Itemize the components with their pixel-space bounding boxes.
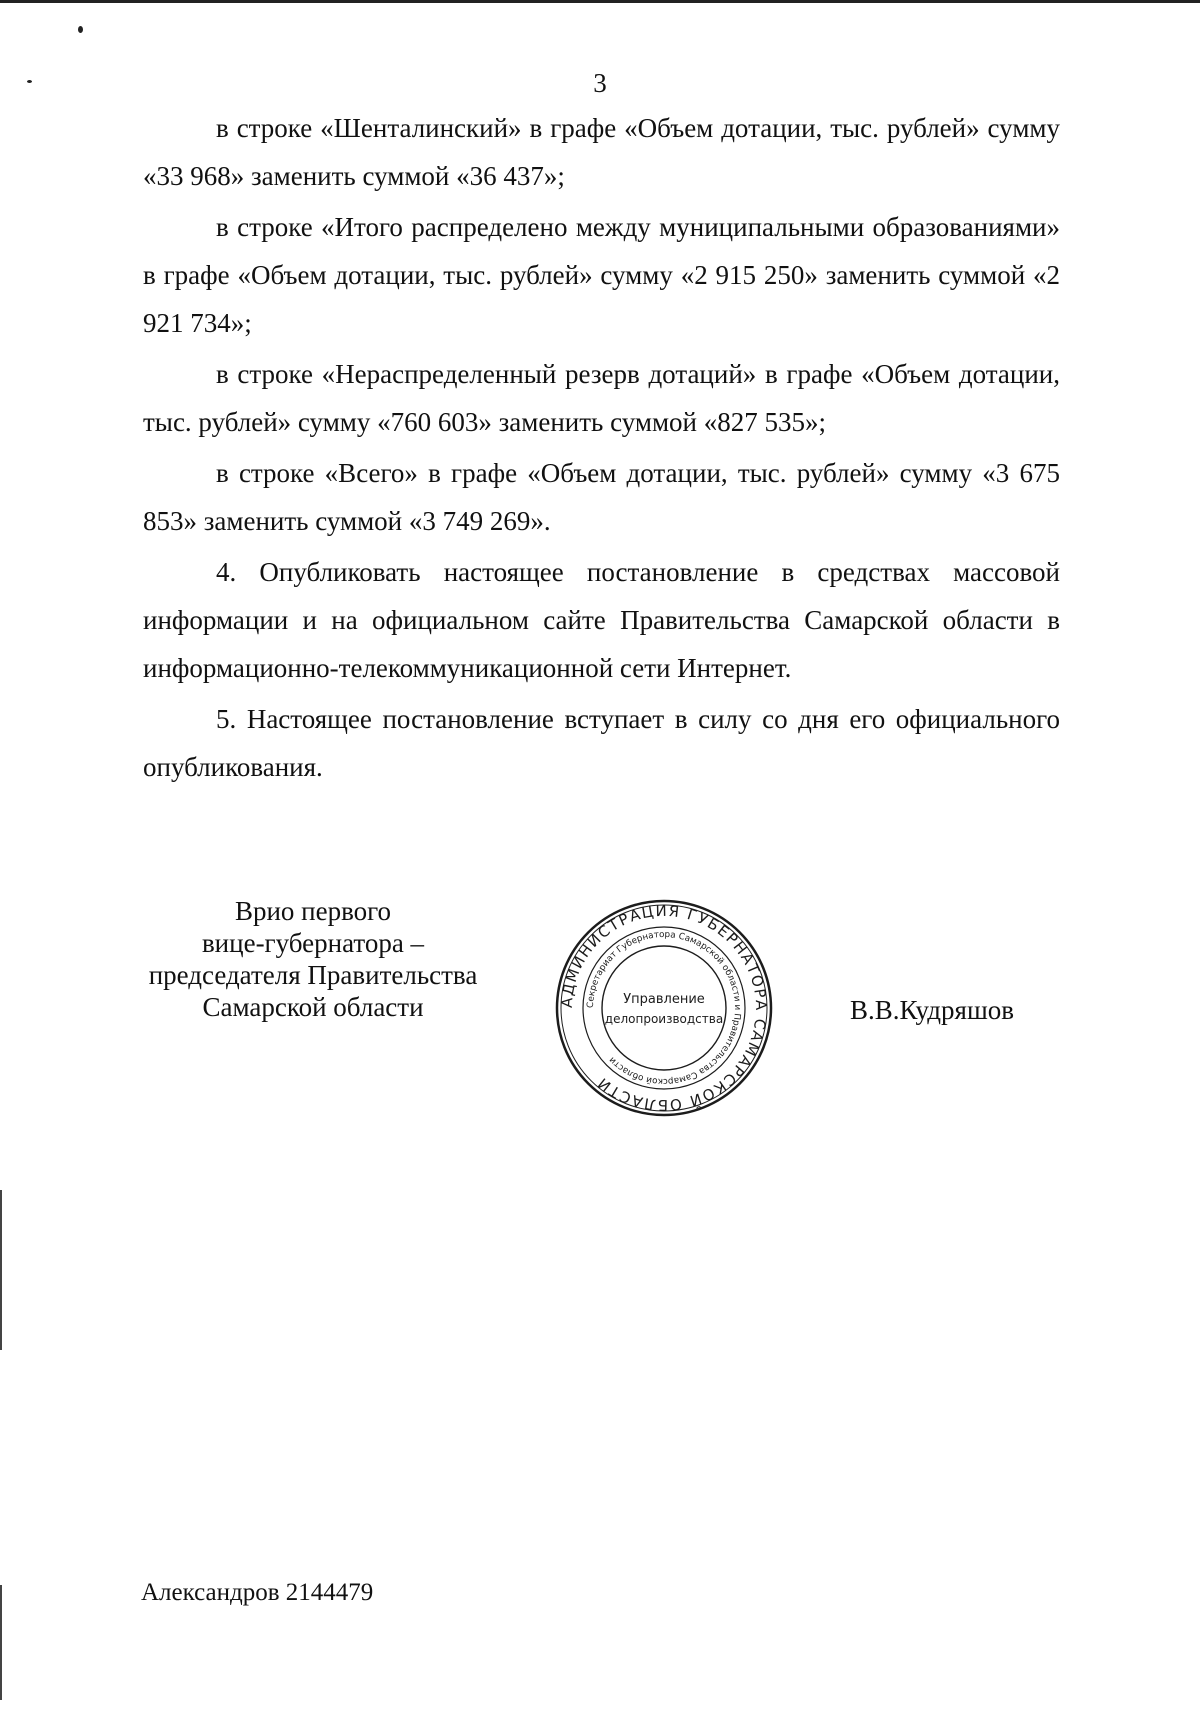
- paragraph-item-4: 4. Опубликовать настоящее постановление в средствах массовой информации и на официальном сайте Правительства Самарской области в информационно-телекоммуникационной сети Интернет.: [143, 557, 1060, 683]
- paragraph-itogo: в строке «Итого распределено между муниципальными образованиями» в графе «Объем дотации, тыс. рублей» сумму «2 915 250» заменить суммой «2 921 734»;: [143, 212, 1060, 338]
- svg-text:Секретариат Губернатора Самарс: [586, 930, 742, 1086]
- stamp-middle-text: Секретариат Губернатора Самарской области и Правительства Самарской области: [585, 929, 743, 1087]
- top-edge-line: [0, 0, 1200, 3]
- scan-margin-line: [0, 1585, 2, 1700]
- page-number: 3: [593, 68, 607, 98]
- paragraph-reserve: в строке «Нераспределенный резерв дотаций» в графе «Объем дотации, тыс. рублей» сумму «760 603» заменить суммой «827 535»;: [143, 359, 1060, 437]
- signatory-name: В.В.Кудряшов: [850, 995, 1014, 1025]
- signatory-title-line: Самарской области: [202, 992, 424, 1022]
- stamp-center-line1: Управление: [623, 992, 705, 1007]
- paragraph-item-5: 5. Настоящее постановление вступает в силу со дня его официального опубликования.: [143, 704, 1060, 782]
- signatory-title-line: вице-губернатора –: [201, 928, 425, 958]
- signatory-title: [138, 895, 488, 1023]
- scan-speck: [78, 26, 83, 33]
- signatory-title-line: председателя Правительства: [148, 960, 478, 990]
- signatory-title-line: Врио первого: [234, 896, 392, 926]
- stamp-outer-text: АДМИНИСТРАЦИЯ ГУБЕРНАТОРА САМАРСКОЙ ОБЛАСТИ: [557, 901, 771, 1115]
- stamp-center-line2: делопроизводства: [604, 1012, 724, 1026]
- scan-margin-line: [0, 1190, 2, 1350]
- paragraph-shentalinsky: в строке «Шенталинский» в графе «Объем дотации, тыс. рублей» сумму «33 968» заменить суммой «36 437»;: [143, 113, 1060, 191]
- executor-line: Александров 2144479: [141, 1579, 374, 1606]
- document-body: [143, 104, 1060, 794]
- paragraph-total: в строке «Всего» в графе «Объем дотации, тыс. рублей» сумму «3 675 853» заменить суммой «3 749 269».: [143, 458, 1060, 536]
- official-stamp: [553, 897, 775, 1119]
